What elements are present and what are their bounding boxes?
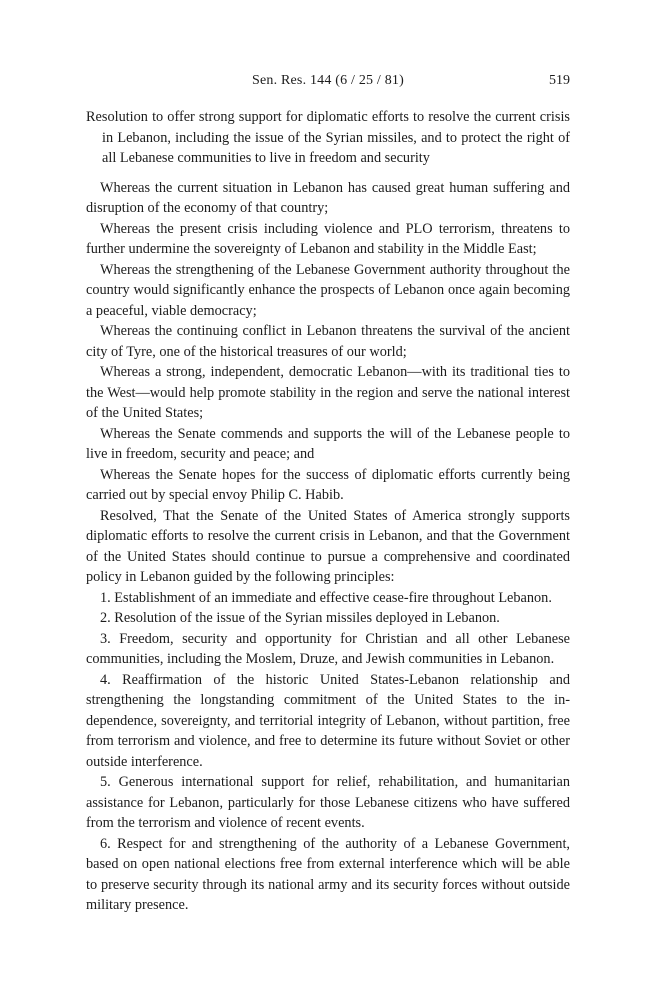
whereas-clause-2: Whereas the present crisis including violence and PLO terrorism, threatens to further undermine the sovereignty of Lebanon and stability in the Middle East; <box>86 220 570 257</box>
whereas-clause-6: Whereas the Senate commends and supports the will of the Lebanese people to live in freedom, security and peace; and <box>86 425 570 462</box>
resolved-clause: Resolved, That the Senate of the United States of America strongly supports diplomatic efforts to resolve the current crisis in Lebanon, and that the Government of the United States should continue to pursue a comprehensive and coordinated policy in Lebanon guided by the following principles: <box>86 507 570 585</box>
whereas-clause-1: Whereas the current situation in Lebanon has caused great human suffering and disruption of the economy of that country; <box>86 179 570 216</box>
document-page <box>86 72 570 916</box>
page-number: 519 <box>549 73 570 88</box>
resolution-title: Resolution to offer strong support for diplomatic efforts to resolve the current crisis in Lebanon, including the issue of the Syrian missiles, and to protect the right of all Lebanese communities to live in freedom and security <box>86 109 570 166</box>
whereas-clause-3: Whereas the strengthening of the Lebanese Government authority throughout the country would significantly enhance the prospects of Lebanon once again becoming a peaceful, viable democracy; <box>86 261 570 319</box>
principle-2: 2. Resolution of the issue of the Syrian missiles deployed in Lebanon. <box>100 610 500 626</box>
resolution-body <box>86 178 570 916</box>
whereas-clause-5: Whereas a strong, independent, democratic Lebanon—with its traditional ties to the West—would help promote stability in the region and serve the national interest of the United States; <box>86 364 570 421</box>
principle-3: 3. Freedom, security and opportunity for Christian and all other Lebanese communities, including the Moslem, Druze, and Jewish communities in Lebanon. <box>86 630 570 667</box>
whereas-clause-4: Whereas the continuing conflict in Lebanon threatens the survival of the ancient city of Tyre, one of the historical treasures of our world; <box>86 323 570 360</box>
principle-4: 4. Reaffirmation of the historic United States-Lebanon relationship and strengthening the longstanding commitment of the United States to the independence, sovereignty, and territorial integrity of Lebanon, without partition, free from terrorism and violence, and free to determine its future without Soviet or other outside interference. <box>86 671 570 770</box>
running-header <box>86 72 570 94</box>
principle-5: 5. Generous international support for relief, rehabilitation, and humanitarian assistance for Lebanon, particularly for those Lebanese citizens who have suffered from the terrorism and violence of recent events. <box>86 774 570 831</box>
whereas-clause-7: Whereas the Senate hopes for the success of diplomatic efforts currently being carried out by special envoy Philip C. Habib. <box>86 466 570 503</box>
running-title: Sen. Res. 144 (6 / 25 / 81) <box>251 73 404 88</box>
principle-1: 1. Establishment of an immediate and effective cease-fire throughout Lebanon. <box>100 589 552 606</box>
principle-6: 6. Respect for and strengthening of the authority of a Lebanese Government, based on open national elections free from external interference which will be able to preserve security through its national army and its security forces without outside military presence. <box>86 835 570 913</box>
